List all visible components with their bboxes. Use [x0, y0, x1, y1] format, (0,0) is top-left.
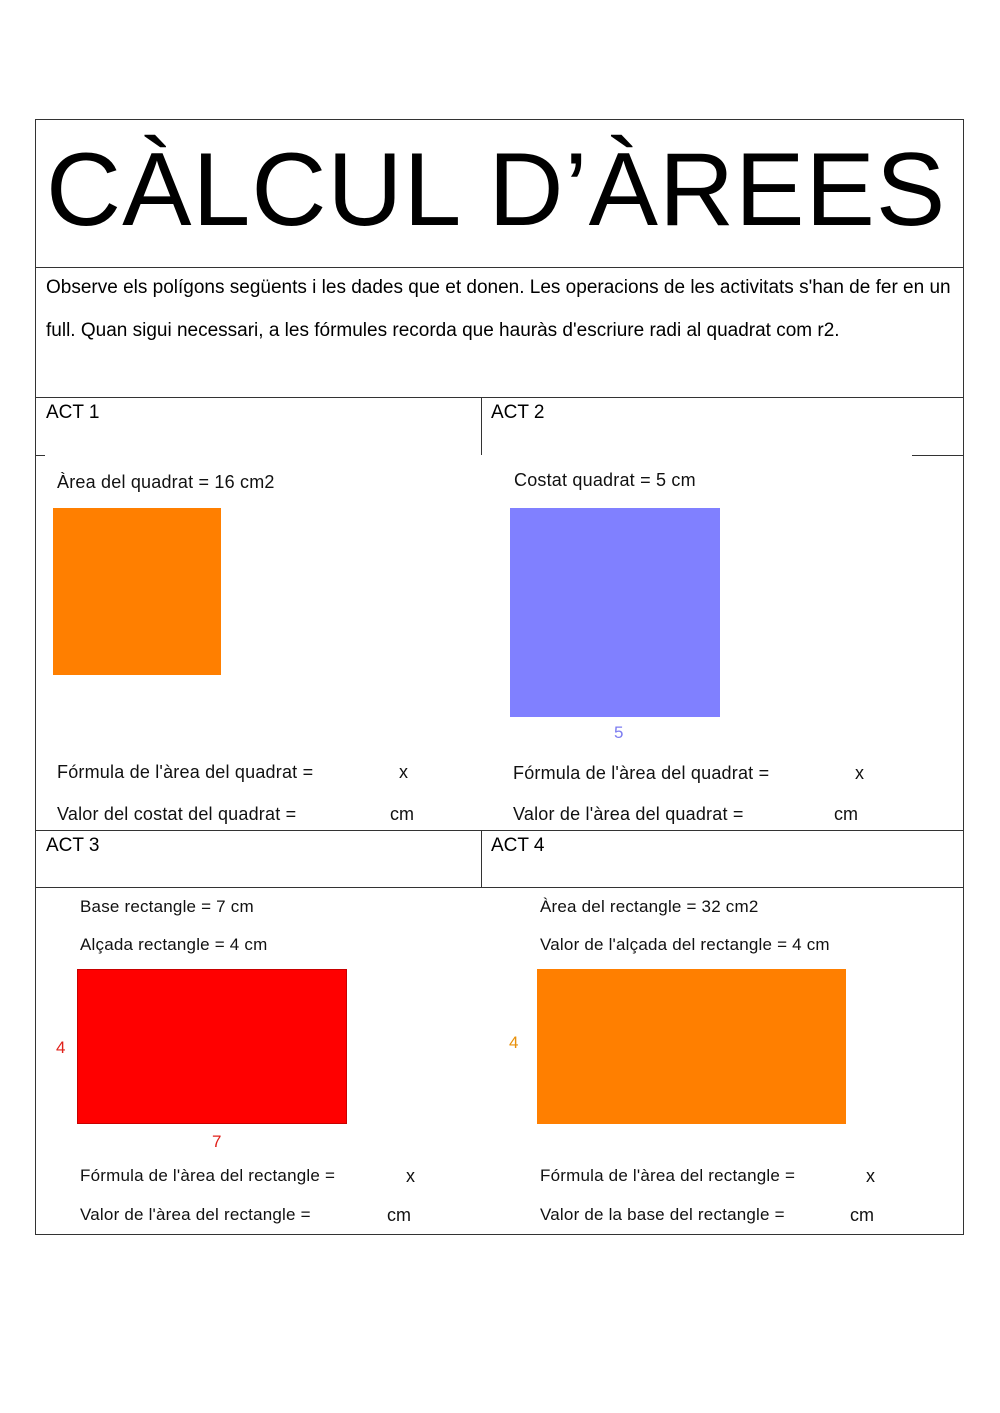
act2-value-answer[interactable]: cm — [834, 804, 858, 824]
act1-value-label: Valor del costat del quadrat = — [57, 804, 297, 824]
act1-orange-square — [53, 508, 221, 675]
act1-value-answer[interactable]: cm — [390, 804, 414, 824]
frame-right — [963, 119, 964, 1235]
act2-side-label: 5 — [614, 723, 624, 742]
act2-formula-label: Fórmula de l'àrea del quadrat = — [513, 763, 770, 783]
act3-base-label: 7 — [212, 1132, 222, 1151]
act4-formula-answer[interactable]: x — [866, 1166, 875, 1186]
act1-formula-label: Fórmula de l'àrea del quadrat = — [57, 762, 314, 782]
act3-given-base: Base rectangle = 7 cm — [80, 897, 254, 916]
page-title: CÀLCUL D’ÀREES — [46, 132, 947, 248]
act1-header: ACT 1 — [46, 402, 100, 423]
act4-height-label: 4 — [509, 1033, 519, 1052]
act4-header: ACT 4 — [491, 835, 545, 856]
act2-given-side: Costat quadrat = 5 cm — [514, 470, 696, 490]
act4-value-label: Valor de la base del rectangle = — [540, 1205, 785, 1224]
divider-act12-header-left — [35, 455, 45, 456]
frame-bottom — [35, 1234, 964, 1235]
act4-formula-label: Fórmula de l'àrea del rectangle = — [540, 1166, 796, 1185]
divider-act12-header-right — [912, 455, 964, 456]
act4-value-answer[interactable]: cm — [850, 1205, 874, 1225]
intro-text: Observe els polígons següents i les dades que et donen. Les operacions de les activitats s'han de fer en un full. Quan sigui necessari, a les fórmules recorda que hauràs d'escriure radi al quadrat com r2. — [46, 277, 951, 341]
act2-blue-square — [510, 508, 720, 717]
act3-value-label: Valor de l'àrea del rectangle = — [80, 1205, 311, 1224]
act2-value-label: Valor de l'àrea del quadrat = — [513, 804, 744, 824]
act1-given-area: Àrea del quadrat = 16 cm2 — [57, 472, 275, 492]
frame-top — [35, 119, 964, 120]
act3-value-answer[interactable]: cm — [387, 1205, 411, 1225]
act4-given-area: Àrea del rectangle = 32 cm2 — [540, 897, 759, 916]
act2-formula-answer[interactable]: x — [855, 763, 864, 783]
act3-formula-answer[interactable]: x — [406, 1166, 415, 1186]
frame-left — [35, 119, 36, 1235]
act3-height-label: 4 — [56, 1038, 66, 1057]
act3-red-rectangle — [77, 969, 347, 1124]
divider-act12-vertical — [481, 397, 482, 455]
act4-orange-rectangle — [537, 969, 846, 1124]
act1-formula-answer[interactable]: x — [399, 762, 408, 782]
divider-act34-header — [35, 887, 964, 888]
divider-intro — [35, 397, 964, 398]
act3-given-height: Alçada rectangle = 4 cm — [80, 935, 268, 954]
act2-header: ACT 2 — [491, 402, 545, 423]
divider-act34 — [35, 830, 964, 831]
act3-formula-label: Fórmula de l'àrea del rectangle = — [80, 1166, 336, 1185]
act3-header: ACT 3 — [46, 835, 100, 856]
act4-given-height: Valor de l'alçada del rectangle = 4 cm — [540, 935, 830, 954]
divider-act34-vertical — [481, 830, 482, 888]
